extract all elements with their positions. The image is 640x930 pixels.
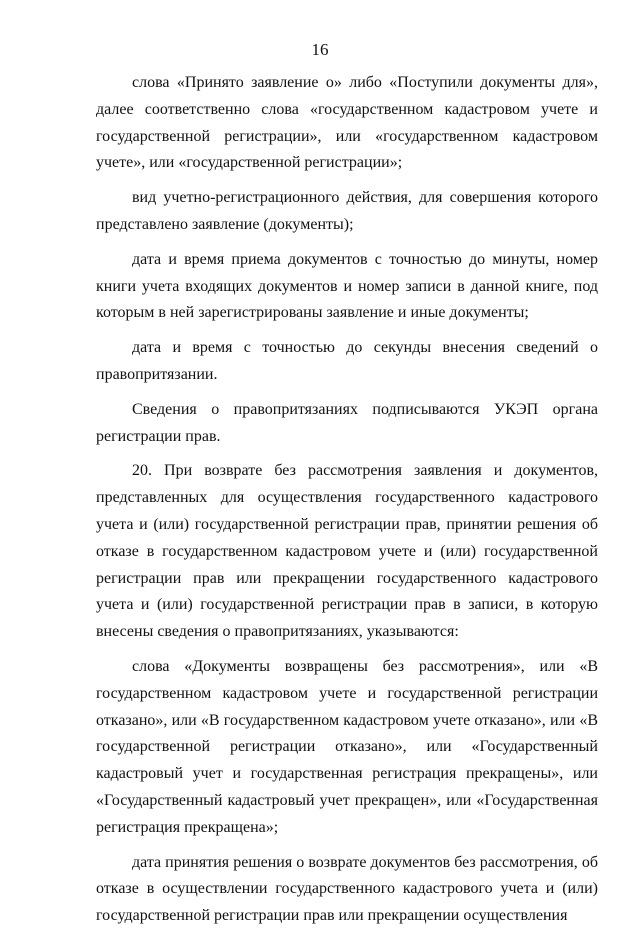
paragraph-returned-phrases: слова «Документы возвращены без рассмотрения», или «В государственном кадастровом учете и государственной регистрации отказано», или «В государственном кадастровом учете отказано», или «В государственной регистрации отказано», или «Государственный кадастровый учет и государственная регистрация прекращены», или «Государственный кадастровый учет прекращен», или «Государственная регистрация прекращена»; bbox=[96, 657, 598, 836]
page-number: 16 bbox=[311, 40, 329, 59]
paragraph-phrase-accepted: слова «Принято заявление о» либо «Поступили документы для», далее соответственно слова «государственном кадастровом учете и государственной регистрации», или «государственном кадастровом учете», или «государственной регистрации»; bbox=[96, 74, 598, 172]
paragraph-decision-date: дата принятия решения о возврате документов без рассмотрения, об отказе в осуществлении государственного кадастрового учета и (или) государственной регистрации прав или прекращении осуществления bbox=[96, 853, 598, 925]
paragraph-action-type: вид учетно-регистрационного действия, для совершения которого представлено заявление (документы); bbox=[96, 189, 598, 233]
document-body bbox=[96, 70, 598, 930]
paragraph-receipt-datetime: дата и время приема документов с точностью до минуты, номер книги учета входящих документов и номер записи в данной книге, под которым в ней зарегистрированы заявление и иные документы; bbox=[96, 250, 598, 322]
paragraph-entry-datetime: дата и время с точностью до секунды внесения сведений о правопритязании. bbox=[96, 339, 598, 383]
paragraph-item-20: 20. При возврате без рассмотрения заявления и документов, представленных для осуществления государственного кадастрового учета и (или) государственной регистрации прав, принятии решения об отказе в государственном кадастровом учете и (или) государственной регистрации прав или прекращении государственного кадастрового учета и (или) государственной регистрации прав в записи, в которую внесены сведения о правопритязаниях, указываются: bbox=[96, 462, 598, 641]
paragraph-signature: Сведения о правопритязаниях подписываются УКЭП органа регистрации прав. bbox=[96, 400, 598, 445]
